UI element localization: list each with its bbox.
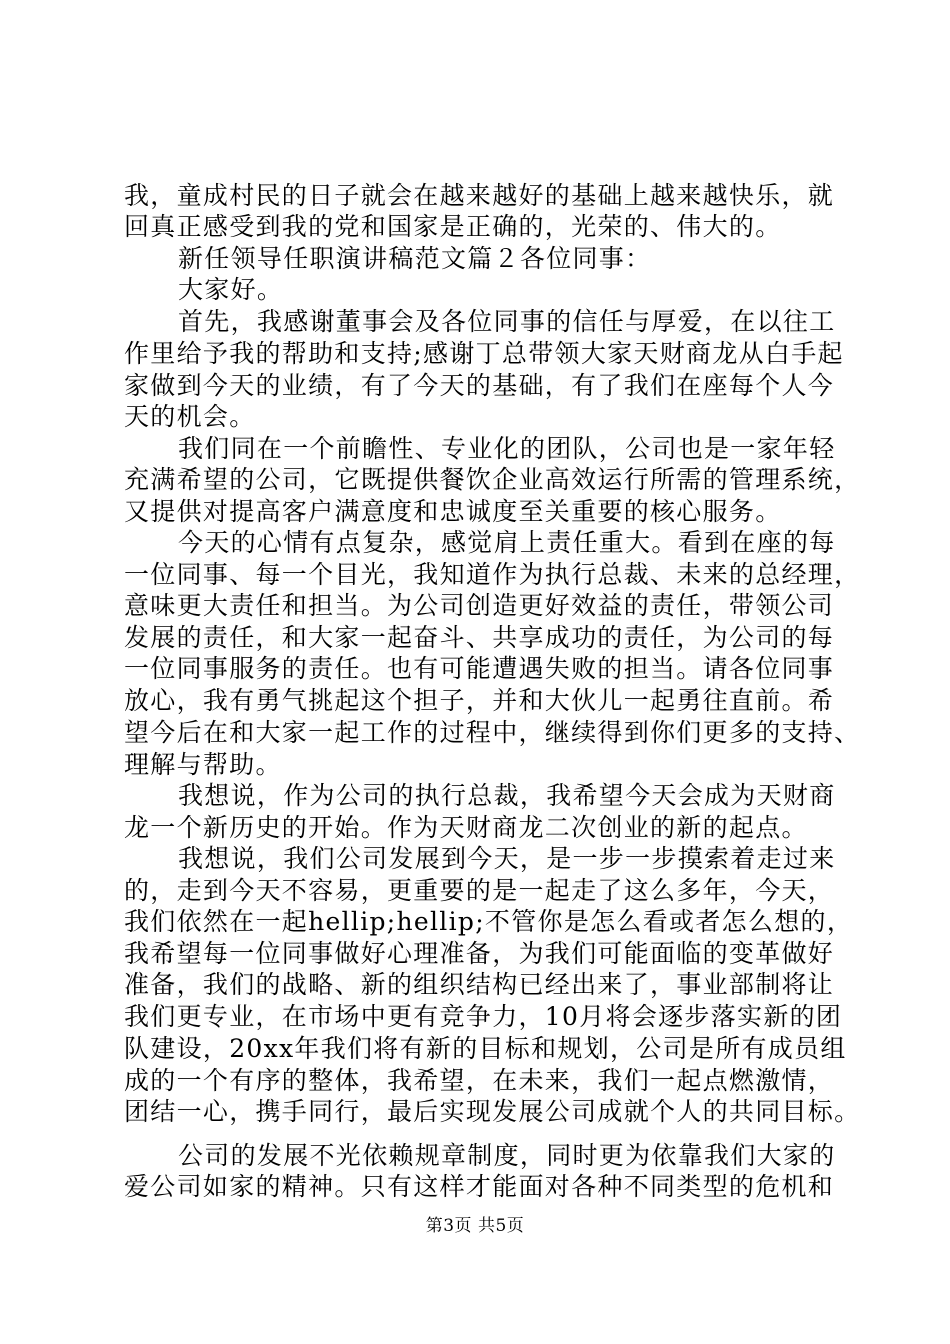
text-line: 大家好。	[178, 275, 284, 304]
text-line: 成的一个有序的整体，我希望，在未来，我们一起点燃激情，	[124, 1066, 835, 1095]
text-line: 的，走到今天不容易，更重要的是一起走了这么多年，今天，	[124, 876, 835, 905]
text-line: 放心，我有勇气挑起这个担子，并和大伙儿一起勇往直前。希	[124, 686, 835, 715]
text-line: 回真正感受到我的党和国家是正确的，光荣的、伟大的。	[124, 212, 782, 241]
text-line: 一位同事服务的责任。也有可能遭遇失败的担当。请各位同事	[124, 654, 835, 683]
text-line: 我，童成村民的日子就会在越来越好的基础上越来越快乐，就	[124, 181, 835, 210]
text-line: 队建设，20xx年我们将有新的目标和规划，公司是所有成员组	[124, 1034, 847, 1063]
text-line: 我想说，作为公司的执行总裁，我希望今天会成为天财商	[178, 781, 836, 810]
page-number-footer: 第3页 共5页	[425, 1216, 525, 1236]
text-line: 天的机会。	[124, 402, 256, 431]
text-line: 一位同事、每一个目光，我知道作为执行总裁、未来的总经理，	[124, 560, 861, 589]
text-line: 发展的责任，和大家一起奋斗、共享成功的责任，为公司的每	[124, 623, 835, 652]
text-line: 首先，我感谢董事会及各位同事的信任与厚爱，在以往工	[178, 307, 836, 336]
text-line: 公司的发展不光依赖规章制度，同时更为依靠我们大家的	[178, 1141, 836, 1170]
text-line: 充满希望的公司，它既提供餐饮企业高效运行所需的管理系统，	[124, 465, 861, 494]
text-line: 家做到今天的业绩，有了今天的基础，有了我们在座每个人今	[124, 371, 835, 400]
text-line: 理解与帮助。	[124, 750, 282, 779]
text-line: 爱公司如家的精神。只有这样才能面对各种不同类型的危机和	[124, 1172, 835, 1201]
text-line: 我们更专业，在市场中更有竞争力，10月将会逐步落实新的团	[124, 1002, 843, 1031]
text-line: 准备，我们的战略、新的组织结构已经出来了，事业部制将让	[124, 970, 835, 999]
text-line: 新任领导任职演讲稿范文篇２各位同事：	[178, 244, 652, 273]
text-line: 意味更大责任和担当。为公司创造更好效益的责任，带领公司	[124, 591, 835, 620]
text-line: 我希望每一位同事做好心理准备，为我们可能面临的变革做好	[124, 939, 835, 968]
text-line: 我想说，我们公司发展到今天，是一步一步摸索着走过来	[178, 844, 836, 873]
text-line: 团结一心，携手同行，最后实现发展公司成就个人的共同目标。	[124, 1097, 861, 1126]
text-line: 作里给予我的帮助和支持;感谢丁总带领大家天财商龙从白手起	[124, 339, 844, 368]
text-line: 今天的心情有点复杂，感觉肩上责任重大。看到在座的每	[178, 528, 836, 557]
text-line: 又提供对提高客户满意度和忠诚度至关重要的核心服务。	[124, 497, 782, 526]
text-line: 我们依然在一起hellip;hellip;不管你是怎么看或者怎么想的，	[124, 907, 854, 936]
text-line: 龙一个新历史的开始。作为天财商龙二次创业的新的起点。	[124, 813, 808, 842]
text-line: 我们同在一个前瞻性、专业化的团队，公司也是一家年轻	[178, 434, 836, 463]
text-line: 望今后在和大家一起工作的过程中，继续得到你们更多的支持、	[124, 718, 861, 747]
